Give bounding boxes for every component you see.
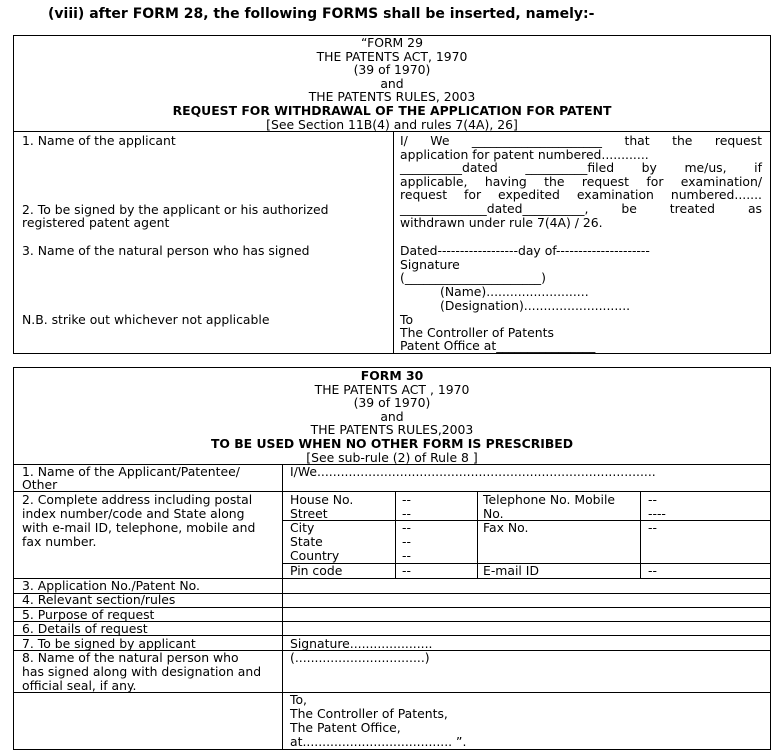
form30-field-city: City [290, 520, 315, 535]
form30-item7: 7. To be signed by applicant [22, 636, 196, 651]
form29-header-divider [13, 131, 771, 132]
form29-column-divider [393, 131, 394, 354]
form30-item2-line: 2. Complete address including postal [22, 492, 253, 507]
form30-value-country: -- [402, 548, 411, 563]
form29-rules: THE PATENTS RULES, 2003 [308, 89, 476, 105]
form29-act-number: (39 of 1970) [353, 62, 431, 78]
form29-item2-line1: 2. To be signed by the applicant or his authorized [22, 202, 329, 217]
form29-controller: The Controller of Patents [400, 325, 554, 340]
form30-value-email: -- [648, 563, 657, 578]
form30-label-mobile: No. [483, 506, 504, 521]
form30-item4: 4. Relevant section/rules [22, 592, 176, 607]
form29-act: THE PATENTS ACT, 1970 [316, 48, 468, 64]
form30-field-street: Street [290, 506, 328, 521]
form30-to: To, [290, 692, 307, 707]
form29-dated: Dated------------------day of--------------------- [400, 243, 650, 258]
form30-label-fax: Fax No. [483, 520, 529, 535]
form30-section-ref: [See sub-rule (2) of Rule 8 ] [306, 449, 478, 465]
amendment-heading: (viii) after FORM 28, the following FORMS shall be inserted, namely:- [48, 6, 595, 22]
form30-item1-line1: 1. Name of the Applicant/Patentee/ [22, 464, 240, 479]
form30-item2-line: with e-mail ID, telephone, mobile and [22, 520, 256, 535]
form29-signature-label: Signature [400, 257, 460, 272]
form30-value-mobile: ---- [648, 506, 666, 521]
form29-request-line: __________dated __________filed by me/us, if [400, 160, 762, 176]
form30-value-street: -- [402, 506, 411, 521]
form30-item5: 5. Purpose of request [22, 607, 155, 622]
form29-patent-office: Patent Office at________________ [400, 338, 596, 353]
form30-natural-person-value: (.................................) [290, 650, 430, 665]
form30-item3: 3. Application No./Patent No. [22, 578, 200, 593]
form29-designation-field: (Designation)........................... [440, 298, 631, 313]
form29-request-line: withdrawn under rule 7(4A) / 26. [400, 214, 603, 230]
form29-request-line: I/ We _____________________ that the request [400, 133, 762, 148]
form30-title: TO BE USED WHEN NO OTHER FORM IS PRESCRIBED [210, 435, 574, 451]
form30-item8-line: 8. Name of the natural person who [22, 650, 239, 665]
form29-request-line: ______________dated__________, be treated as [400, 200, 762, 216]
form29-request-line: application for patent numbered............ [400, 146, 649, 162]
form30-value-telephone: -- [648, 492, 657, 507]
form29-nb-note: N.B. strike out whichever not applicable [22, 312, 270, 327]
form30-patent-office: The Patent Office, [290, 720, 401, 735]
form29-form-number: “FORM 29 [361, 35, 423, 50]
form30-address-divider [395, 491, 396, 578]
form30-header [13, 369, 771, 464]
form30-item2-line: index number/code and State along [22, 506, 245, 521]
form29-title: REQUEST FOR WITHDRAWAL OF THE APPLICATION FOR PATENT [172, 102, 612, 118]
form30-item2-line: fax number. [22, 534, 97, 549]
form29-and: and [380, 75, 404, 91]
form30-item6: 6. Details of request [22, 621, 148, 636]
form30-office-location: at...................................... ”. [290, 734, 467, 749]
form30-value-state: -- [402, 534, 411, 549]
form29-item3: 3. Name of the natural person who has signed [22, 243, 310, 258]
form30-signature-field: Signature..................... [290, 636, 433, 651]
form29-name-field: (Name).......................... [440, 284, 589, 299]
form30-value-house-no: -- [402, 492, 411, 507]
form30-address-divider [640, 491, 641, 578]
form30-value-pin-code: -- [402, 563, 411, 578]
form30-applicant-name-value: I/We...................................................................................... [290, 464, 656, 479]
form30-field-house-no: House No. [290, 492, 354, 507]
form29-section-ref: [See Section 11B(4) and rules 7(4A), 26] [266, 116, 518, 132]
form30-act: THE PATENTS ACT , 1970 [314, 381, 470, 397]
form30-field-state: State [290, 534, 323, 549]
form30-label-telephone: Telephone No. Mobile [483, 492, 616, 507]
form30-item1-line2: Other [22, 477, 58, 492]
form30-and: and [380, 408, 404, 424]
form30-item8-line: official seal, if any. [22, 678, 137, 693]
form30-item8-line: has signed along with designation and [22, 664, 262, 679]
form30-rules: THE PATENTS RULES,2003 [310, 422, 474, 438]
form30-value-city: -- [402, 520, 411, 535]
form30-address-divider [477, 491, 478, 578]
form30-field-pin-code: Pin code [290, 563, 343, 578]
form29-request-text [400, 134, 762, 229]
form29-item2-line2: registered patent agent [22, 215, 170, 230]
form29-header [13, 36, 771, 131]
form30-form-number: FORM 30 [360, 368, 424, 383]
form30-act-number: (39 of 1970) [353, 395, 431, 411]
form29-signature-line: (______________________) [400, 270, 546, 285]
form30-label-email: E-mail ID [483, 563, 539, 578]
form30-field-country: Country [290, 548, 340, 563]
form30-controller: The Controller of Patents, [290, 706, 448, 721]
form29-request-line: request for expedited examination numbered....... [400, 187, 762, 203]
form29-item1: 1. Name of the applicant [22, 133, 176, 148]
form29-request-line: applicable, having the request for examination/ [400, 173, 762, 189]
form29-to: To [400, 312, 414, 327]
form30-value-fax: -- [648, 520, 657, 535]
